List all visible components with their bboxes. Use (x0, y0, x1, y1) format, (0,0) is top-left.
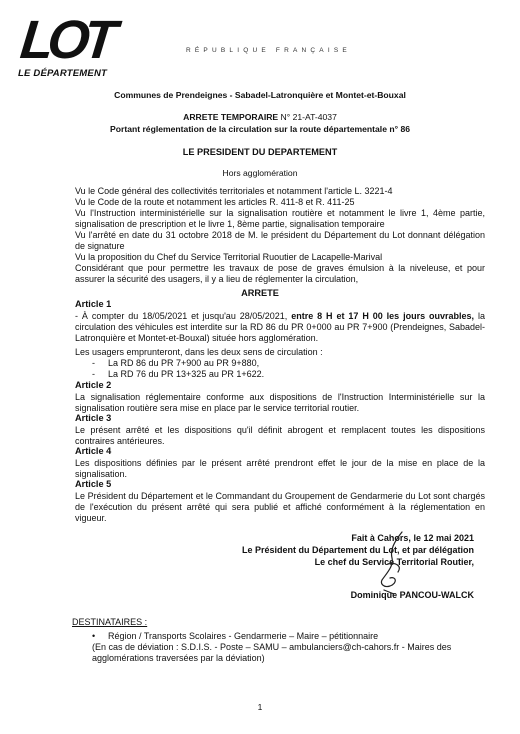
article-1-text (75, 311, 485, 344)
deviation-note: (En cas de déviation : S.D.I.S. - Poste – SAMU – ambulanciers@ch-cahors.fr - Maires des agglomérations traversées par la déviation) (92, 642, 452, 663)
signatory-name: Dominique PANCOU-WALCK (350, 590, 474, 600)
logo-subtitle: LE DÉPARTEMENT (18, 68, 108, 79)
arrete-heading: ARRETE (241, 288, 279, 298)
vu-line: Vu la proposition du Chef du Service Territorial Ruoutier de Lacapelle-Marival (75, 252, 383, 262)
arrete-number: N° 21-AT-4037 (280, 112, 337, 122)
article-1-dates: - À compter du 18/05/2021 et jusqu'au 28/05/2021, (75, 311, 288, 321)
arrete-label: ARRETE TEMPORAIRE (183, 112, 279, 122)
article-1-hours: entre 8 H et 17 H 00 les jours ouvrables, (291, 311, 475, 321)
route-item: - La RD 76 du PR 13+325 au PR 1+622. (92, 369, 265, 379)
department-logo (17, 10, 118, 84)
handwritten-signature (372, 528, 412, 598)
route-text: La RD 86 du PR 7+900 au PR 9+880, (108, 358, 260, 368)
considerant-line: Considérant que pour permettre les travaux de pose de graves émulsion à la niveleuse, et pour assurer la sécurité des usagers, il y a lieu de réglementer la circulation, (75, 263, 485, 284)
route-text: La RD 76 du PR 13+325 au PR 1+622. (108, 369, 265, 379)
article-4-title: Article 4 (75, 446, 112, 456)
republique-header: RÉPUBLIQUE FRANÇAISE (186, 47, 351, 54)
article-1-restriction: la circulation des véhicules est interdite sur la RD 86 du PR 0+000 au PR 7+900 (Prendeignes, Sabadel-Latronquière et Montet-et-Bouxal) située hors agglomération. (75, 311, 485, 343)
signature-place-date: Fait à Cahors, le 12 mai 2021 (351, 533, 474, 543)
destinataires-title: DESTINATAIRES : (72, 617, 148, 627)
article-5-text: Le Président du Département et le Commandant du Groupement de Gendarmerie du Lot sont chargés de l'exécution du présent arrêté qui sera publié et affiché conformément à la réglementation en vigueur. (75, 491, 485, 523)
vu-line: Vu le Code de la route et notamment les articles R. 411-8 et R. 411-25 (75, 197, 355, 207)
president-heading: LE PRESIDENT DU DEPARTEMENT (182, 147, 338, 157)
article-3-text: Le présent arrêté et les dispositions qu'il définit abrogent et remplacent toutes les dispositions contraires antérieures. (75, 425, 485, 446)
article-1-title: Article 1 (75, 299, 112, 309)
zone-line: Hors agglomération (222, 168, 298, 178)
vu-block (75, 186, 485, 285)
page-number: 1 (257, 702, 263, 712)
route-item: - La RD 86 du PR 7+900 au PR 9+880, (92, 358, 260, 368)
article-4-text: Les dispositions définies par le présent arrêté prendront effet le jour de la mise en place de la signalisation. (75, 458, 485, 479)
article-3-title: Article 3 (75, 413, 112, 423)
article-1-usagers: Les usagers emprunteront, dans les deux sens de circulation : (75, 347, 323, 357)
arrete-number-line (0, 112, 520, 122)
logo-mark: LOT (17, 10, 114, 70)
communes-line: Communes de Prendeignes - Sabadel-Latronquière et Montet-et-Bouxal (114, 90, 406, 100)
signature-line-1: Le Président du Département du Lot, et par délégation (241, 545, 474, 555)
article-2-title: Article 2 (75, 380, 112, 390)
destinataires-item: • Région / Transports Scolaires - Gendarmerie – Maire – pétitionnaire (92, 631, 379, 641)
vu-line: Vu l'Instruction interministérielle sur la signalisation routière et notamment le livre 1, 4ème partie, signalisation de prescription et le livre 1, 8ème partie, signalisation temporaire (75, 208, 485, 229)
article-5-title: Article 5 (75, 479, 112, 489)
signature-line-2: Le chef du Service Territorial Routier, (314, 557, 474, 567)
vu-line: Vu l'arrêté en date du 31 octobre 2018 de M. le président du Département du Lot donnant délégation de signature (75, 230, 485, 251)
vu-line: Vu le Code général des collectivités territoriales et notamment l'article L. 3221-4 (75, 186, 393, 196)
article-2-text: La signalisation réglementaire conforme aux dispositions de l'Instruction Interministérielle sur la signalisation routière sera mise en place par le service territorial routier. (75, 392, 485, 413)
destinataires-text: Région / Transports Scolaires - Gendarmerie – Maire – pétitionnaire (108, 631, 379, 641)
subject-line: Portant réglementation de la circulation sur la route départementale n° 86 (110, 124, 410, 134)
